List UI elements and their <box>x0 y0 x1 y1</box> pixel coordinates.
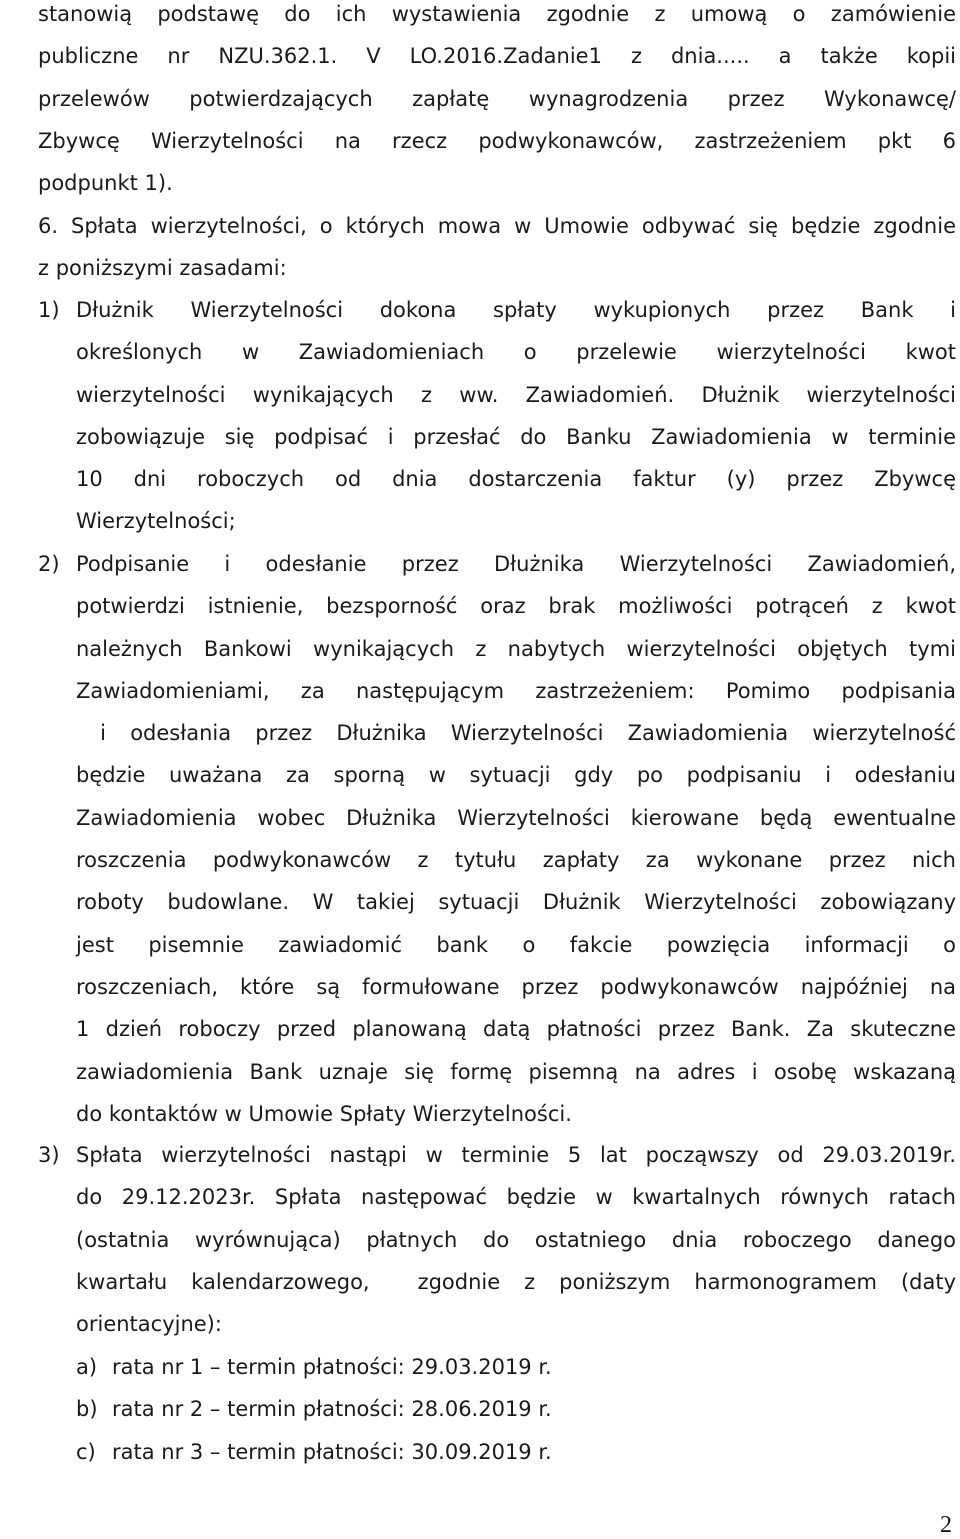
text-line: podpunkt 1). <box>38 171 173 196</box>
section-6-heading <box>38 205 956 290</box>
text-line: do kontaktów w Umowie Spłaty Wierzytelności. <box>76 1101 572 1126</box>
installment-item <box>76 1346 776 1388</box>
text-line: zawiadomienia Bank uznaje się formę pisemną na adres i osobę wskazaną <box>76 1059 956 1084</box>
text-line: do 29.12.2023r. Spłata następować będzie w kwartalnych równych ratach <box>76 1185 956 1210</box>
text-line: Podpisanie i odesłanie przez Dłużnika Wierzytelności Zawiadomień, <box>76 552 956 576</box>
text-line: Zbywcę Wierzytelności na rzecz podwykonawców, zastrzeżeniem pkt 6 <box>38 128 956 153</box>
installment-text: rata nr 3 – termin płatności: 30.09.2019 r. <box>112 1439 552 1464</box>
installment-schedule <box>76 1346 776 1473</box>
text-line: 6. Spłata wierzytelności, o których mowa w Umowie odbywać się będzie zgodnie <box>38 214 956 238</box>
text-line: roboty budowlane. W takiej sytuacji Dłużnik Wierzytelności zobowiązany <box>76 890 956 915</box>
text-line: (ostatnia wyrównująca) płatnych do ostatniego dnia roboczego danego <box>76 1227 956 1252</box>
text-line: kwartału kalendarzowego, zgodnie z poniższym harmonogramem (daty <box>76 1269 956 1294</box>
text-line: roszczenia podwykonawców z tytułu zapłaty za wykonane przez nich <box>76 848 956 873</box>
installment-letter: a) <box>76 1355 98 1379</box>
text-line: należnych Bankowi wynikających z nabytych wierzytelności objętych tymi <box>76 636 956 661</box>
text-line: jest pisemnie zawiadomić bank o fakcie powzięcia informacji o <box>76 932 956 957</box>
text-line: zobowiązuje się podpisać i przesłać do Banku Zawiadomienia w terminie <box>76 424 956 449</box>
installment-letter: c) <box>76 1439 96 1464</box>
installment-letter: b) <box>76 1397 98 1422</box>
installment-item <box>76 1431 776 1473</box>
text-line: wierzytelności wynikających z ww. Zawiadomień. Dłużnik wierzytelności <box>76 382 956 407</box>
text-line: z poniższymi zasadami: <box>38 256 287 281</box>
page-number: 2 <box>940 1512 952 1538</box>
intro-paragraph <box>38 0 956 204</box>
text-line: Dłużnik Wierzytelności dokona spłaty wykupionych przez Bank i <box>76 298 956 322</box>
list-number: 1) <box>38 298 60 322</box>
text-line: przelewów potwierdzających zapłatę wynagrodzenia przez Wykonawcę/ <box>38 86 956 111</box>
text-line: 10 dni roboczych od dnia dostarczenia faktur (y) przez Zbywcę <box>76 467 956 492</box>
list-item-body <box>76 543 956 1135</box>
text-line: stanowią podstawę do ich wystawienia zgodnie z umową o zamówienie <box>38 2 956 26</box>
text-line: potwierdzi istnienie, bezsporność oraz brak możliwości potrąceń z kwot <box>76 594 956 619</box>
list-item-body <box>76 289 956 543</box>
text-line: Wierzytelności; <box>76 509 236 534</box>
list-number: 2) <box>38 552 60 576</box>
text-line: Spłata wierzytelności nastąpi w terminie 5 lat począwszy od 29.03.2019r. <box>76 1143 956 1167</box>
text-line: i odesłania przez Dłużnika Wierzytelności Zawiadomienia wierzytelność <box>76 721 956 746</box>
list-item-body <box>76 1134 956 1345</box>
text-line: roszczeniach, które są formułowane przez podwykonawców najpóźniej na <box>76 974 956 999</box>
text-line: publiczne nr NZU.362.1. V LO.2016.Zadanie1 z dnia..... a także kopii <box>38 44 956 69</box>
text-line: 1 dzień roboczy przed planowaną datą płatności przez Bank. Za skuteczne <box>76 1017 956 1042</box>
text-line: orientacyjne): <box>76 1312 222 1337</box>
text-line: określonych w Zawiadomieniach o przelewie wierzytelności kwot <box>76 340 956 365</box>
installment-item <box>76 1388 776 1430</box>
installment-text: rata nr 2 – termin płatności: 28.06.2019 r. <box>112 1397 552 1422</box>
list-number: 3) <box>38 1143 60 1167</box>
text-line: Zawiadomieniami, za następującym zastrzeżeniem: Pomimo podpisania <box>76 678 956 703</box>
installment-text: rata nr 1 – termin płatności: 29.03.2019 r. <box>112 1355 552 1379</box>
text-line: Zawiadomienia wobec Dłużnika Wierzytelności kierowane będą ewentualne <box>76 805 956 830</box>
text-line: będzie uważana za sporną w sytuacji gdy po podpisaniu i odesłaniu <box>76 763 956 788</box>
